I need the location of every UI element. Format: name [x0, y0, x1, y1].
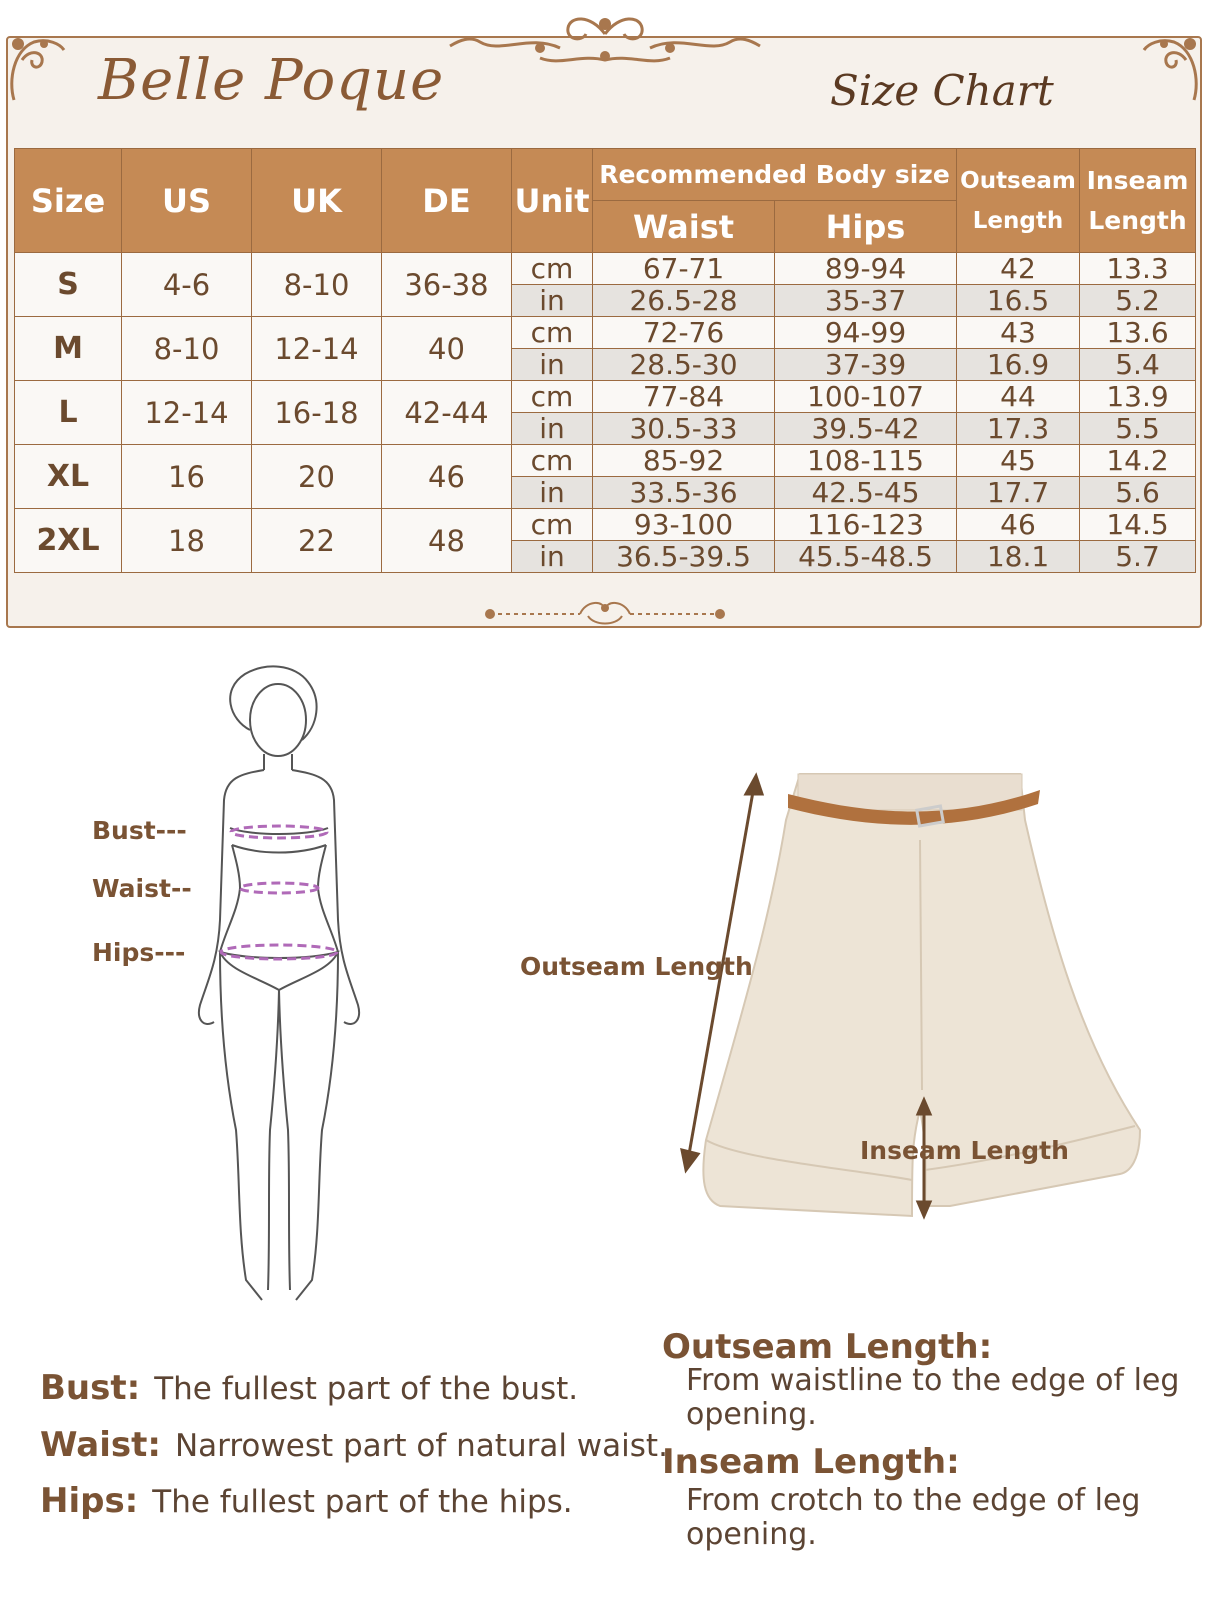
outseam-cell: 44 [957, 381, 1080, 413]
inseam-cell: 13.9 [1080, 381, 1196, 413]
waist-cell: 33.5-36 [593, 477, 775, 509]
waist-cell: 26.5-28 [593, 285, 775, 317]
outseam-cell: 17.3 [957, 413, 1080, 445]
header-size: Size [15, 149, 122, 253]
unit-cell: in [512, 477, 593, 509]
definition-hips-text: The fullest part of the hips. [152, 1484, 573, 1520]
brand-logo: Belle Poque [98, 48, 445, 113]
header-outseam-length [957, 149, 1080, 253]
left-corner-ornament-icon [4, 30, 74, 110]
definition-outseam-term: Outseam Length: [662, 1327, 993, 1367]
hips-cell: 42.5-45 [775, 477, 957, 509]
table-row-cm [15, 381, 1196, 413]
inseam-cell: 14.2 [1080, 445, 1196, 477]
header-inseam-line1: Inseam [1086, 165, 1189, 195]
outseam-label: Outseam Length [520, 952, 753, 981]
inseam-cell: 5.4 [1080, 349, 1196, 381]
bust-label: Bust--- [92, 816, 187, 845]
header-outseam-line1: Outseam [960, 167, 1076, 194]
chart-title: Size Chart [830, 66, 1054, 115]
inseam-cell: 5.6 [1080, 477, 1196, 509]
de-size-cell: 48 [382, 509, 512, 573]
outseam-cell: 42 [957, 253, 1080, 285]
uk-size-cell: 12-14 [252, 317, 382, 381]
us-size-cell: 18 [122, 509, 252, 573]
size-cell: 2XL [15, 509, 122, 573]
unit-cell: in [512, 413, 593, 445]
hips-label: Hips--- [92, 938, 186, 967]
definition-bust [40, 1368, 578, 1408]
inseam-cell: 14.5 [1080, 509, 1196, 541]
unit-cell: cm [512, 317, 593, 349]
header-waist: Waist [593, 201, 775, 253]
definition-hips-term: Hips: [40, 1481, 139, 1521]
uk-size-cell: 20 [252, 445, 382, 509]
size-cell: M [15, 317, 122, 381]
outseam-cell: 17.7 [957, 477, 1080, 509]
waist-cell: 77-84 [593, 381, 775, 413]
waist-cell: 36.5-39.5 [593, 541, 775, 573]
header-unit: Unit [512, 149, 593, 253]
definition-bust-text: The fullest part of the bust. [154, 1371, 579, 1407]
waist-cell: 30.5-33 [593, 413, 775, 445]
waist-cell: 72-76 [593, 317, 775, 349]
header-inseam-line2: Length [1088, 205, 1187, 235]
hips-cell: 89-94 [775, 253, 957, 285]
size-cell: S [15, 253, 122, 317]
inseam-cell: 13.3 [1080, 253, 1196, 285]
unit-cell: cm [512, 381, 593, 413]
inseam-cell: 5.7 [1080, 541, 1196, 573]
us-size-cell: 8-10 [122, 317, 252, 381]
hips-cell: 39.5-42 [775, 413, 957, 445]
hips-cell: 37-39 [775, 349, 957, 381]
hips-cell: 45.5-48.5 [775, 541, 957, 573]
header-inseam-length [1080, 149, 1196, 253]
table-row-cm [15, 317, 1196, 349]
hips-cell: 100-107 [775, 381, 957, 413]
hips-cell: 108-115 [775, 445, 957, 477]
size-cell: L [15, 381, 122, 445]
uk-size-cell: 8-10 [252, 253, 382, 317]
inseam-cell: 5.2 [1080, 285, 1196, 317]
table-row-cm [15, 253, 1196, 285]
de-size-cell: 40 [382, 317, 512, 381]
de-size-cell: 36-38 [382, 253, 512, 317]
bottom-ornament-icon [470, 592, 740, 632]
uk-size-cell: 16-18 [252, 381, 382, 445]
outseam-cell: 16.5 [957, 285, 1080, 317]
outseam-cell: 46 [957, 509, 1080, 541]
definition-inseam-text: From crotch to the edge of leg opening. [686, 1483, 1141, 1552]
unit-cell: in [512, 349, 593, 381]
outseam-cell: 16.9 [957, 349, 1080, 381]
size-cell: XL [15, 445, 122, 509]
waist-cell: 85-92 [593, 445, 775, 477]
us-size-cell: 12-14 [122, 381, 252, 445]
inseam-cell: 5.5 [1080, 413, 1196, 445]
hips-cell: 35-37 [775, 285, 957, 317]
header-outseam-line2: Length [972, 207, 1064, 234]
us-size-cell: 16 [122, 445, 252, 509]
de-size-cell: 46 [382, 445, 512, 509]
unit-cell: cm [512, 509, 593, 541]
outseam-cell: 43 [957, 317, 1080, 349]
right-corner-ornament-icon [1134, 30, 1204, 110]
size-table [14, 148, 1196, 573]
definition-inseam-term: Inseam Length: [662, 1442, 960, 1482]
definition-outseam-text: From waistline to the edge of leg opening. [686, 1363, 1180, 1432]
outseam-cell: 45 [957, 445, 1080, 477]
header-hips: Hips [775, 201, 957, 253]
unit-cell: cm [512, 445, 593, 477]
header-recommended-body-size: Recommended Body size [593, 149, 957, 201]
inseam-cell: 13.6 [1080, 317, 1196, 349]
definition-waist [40, 1425, 668, 1465]
hips-cell: 116-123 [775, 509, 957, 541]
definition-waist-term: Waist: [40, 1425, 161, 1465]
unit-cell: in [512, 541, 593, 573]
de-size-cell: 42-44 [382, 381, 512, 445]
uk-size-cell: 22 [252, 509, 382, 573]
inseam-label: Inseam Length [860, 1136, 1069, 1165]
unit-cell: cm [512, 253, 593, 285]
hips-cell: 94-99 [775, 317, 957, 349]
definition-hips [40, 1481, 573, 1521]
top-ornament-icon [440, 4, 770, 74]
definition-bust-term: Bust: [40, 1368, 141, 1408]
unit-cell: in [512, 285, 593, 317]
waist-cell: 67-71 [593, 253, 775, 285]
waist-cell: 93-100 [593, 509, 775, 541]
header-uk: UK [252, 149, 382, 253]
table-row-cm [15, 509, 1196, 541]
definition-waist-text: Narrowest part of natural waist. [174, 1428, 668, 1464]
header-de: DE [382, 149, 512, 253]
header-us: US [122, 149, 252, 253]
body-silhouette-figure [190, 660, 370, 1310]
waist-label: Waist-- [92, 874, 192, 903]
us-size-cell: 4-6 [122, 253, 252, 317]
waist-cell: 28.5-30 [593, 349, 775, 381]
table-row-cm [15, 445, 1196, 477]
outseam-cell: 18.1 [957, 541, 1080, 573]
